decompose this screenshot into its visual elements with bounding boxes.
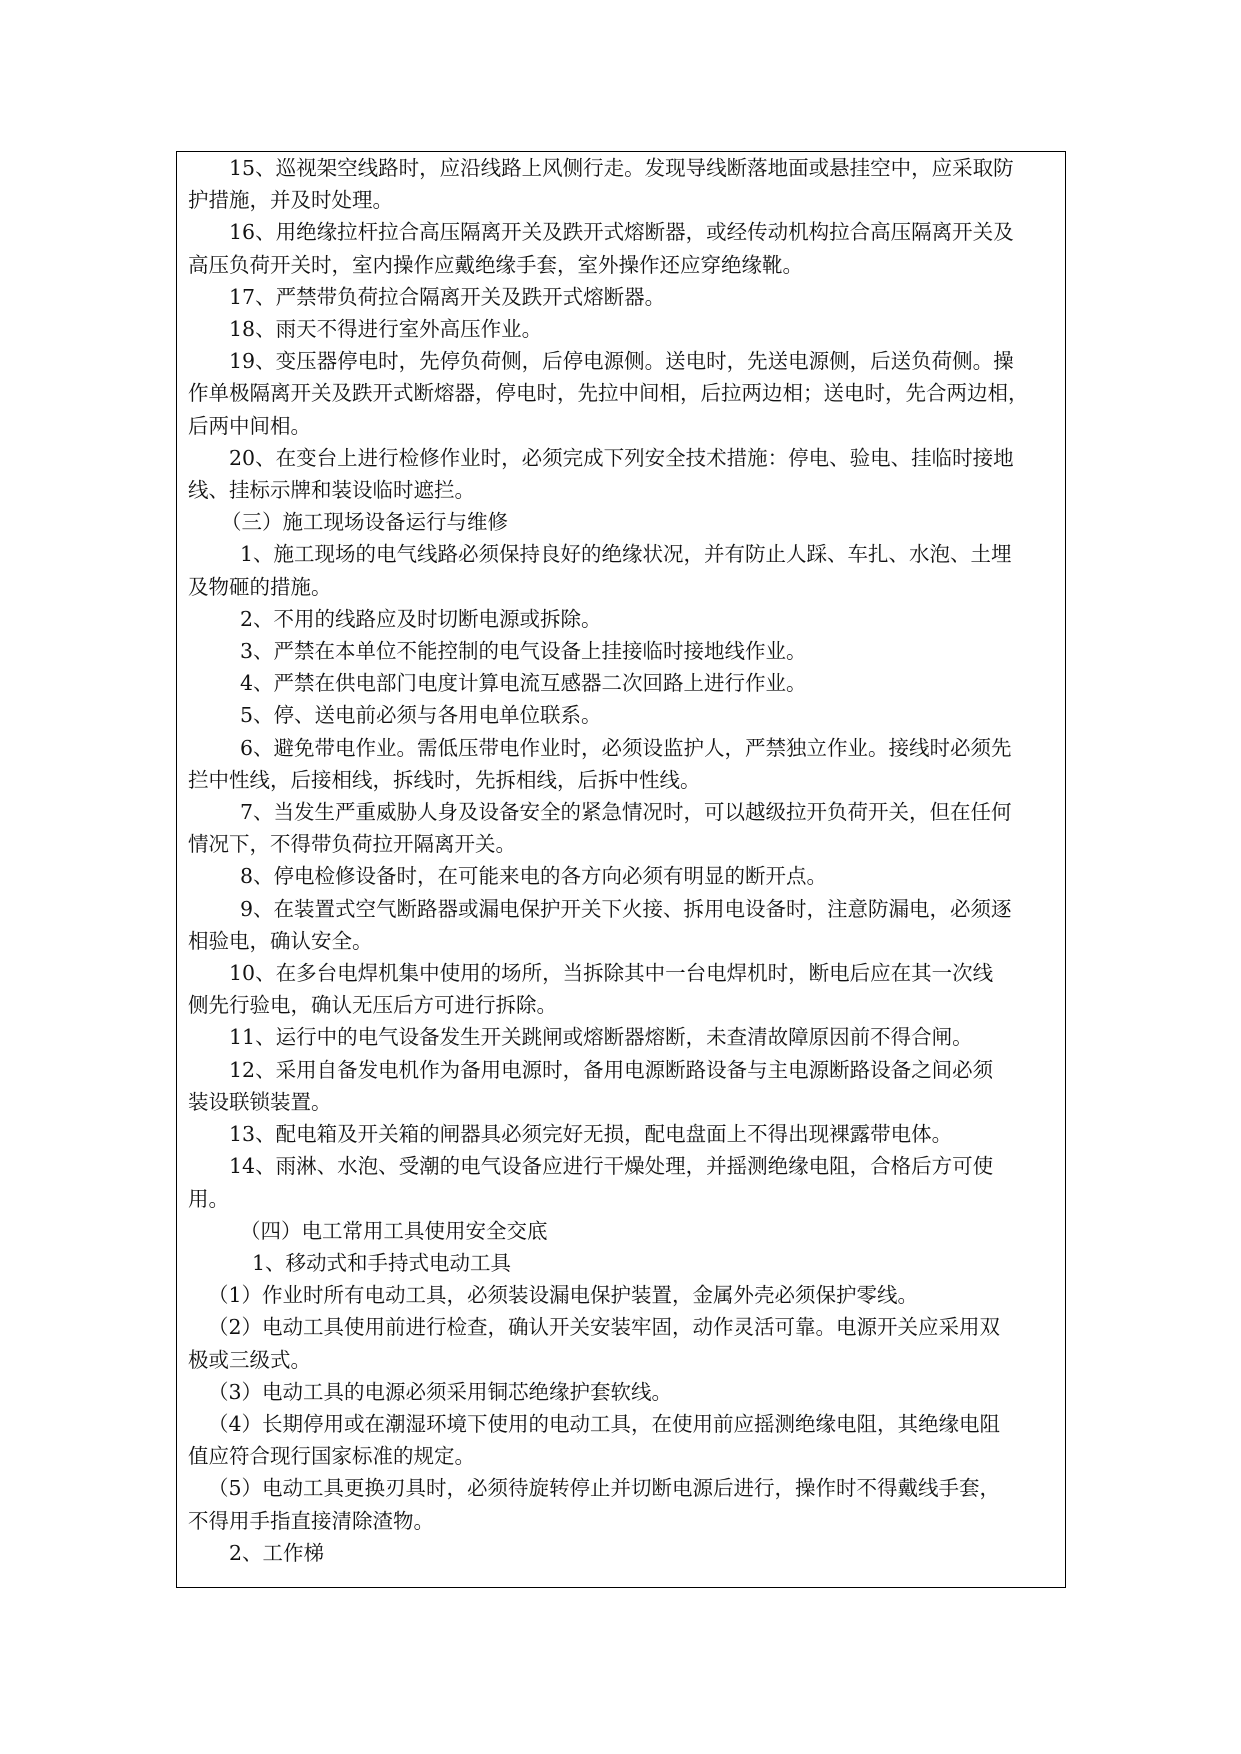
text-line: 17、严禁带负荷拉合隔离开关及跌开式熔断器。	[229, 284, 666, 309]
section-heading: （三）施工现场设备运行与维修	[221, 510, 508, 535]
text-line: 及物砸的措施。	[188, 574, 332, 599]
text-line: 高压负荷开关时，室内操作应戴绝缘手套，室外操作还应穿绝缘靴。	[188, 252, 803, 277]
text-line: 值应符合现行国家标准的规定。	[188, 1444, 475, 1469]
subsection-heading: 2、工作梯	[229, 1540, 325, 1565]
text-line: 4、严禁在供电部门电度计算电流互感器二次回路上进行作业。	[240, 671, 807, 696]
text-line: 16、用绝缘拉杆拉合高压隔离开关及跌开式熔断器，或经传动机构拉合高压隔离开关及	[229, 220, 1014, 245]
text-line: 用。	[188, 1186, 229, 1211]
text-line: （1）作业时所有电动工具，必须装设漏电保护装置，金属外壳必须保护零线。	[208, 1283, 919, 1308]
text-line: 5、停、送电前必须与各用电单位联系。	[240, 703, 602, 728]
text-line: 3、严禁在本单位不能控制的电气设备上挂接临时接地线作业。	[240, 639, 807, 664]
text-line: 13、配电箱及开关箱的闸器具必须完好无损，配电盘面上不得出现裸露带电体。	[229, 1122, 953, 1147]
subsection-heading: 1、移动式和手持式电动工具	[252, 1250, 512, 1275]
text-line: 1、施工现场的电气线路必须保持良好的绝缘状况，并有防止人踩、车扎、水泡、土埋	[240, 542, 1012, 567]
text-line: 作单极隔离开关及跌开式断熔器，停电时，先拉中间相，后拉两边相；送电时，先合两边相，	[188, 381, 1029, 406]
text-line: 8、停电检修设备时，在可能来电的各方向必须有明显的断开点。	[240, 864, 828, 889]
text-line: 后两中间相。	[188, 413, 311, 438]
text-line: 线、挂标示牌和装设临时遮拦。	[188, 478, 475, 503]
text-line: 2、不用的线路应及时切断电源或拆除。	[240, 606, 602, 631]
text-line: 装设联锁装置。	[188, 1089, 332, 1114]
text-line: （4）长期停用或在潮湿环境下使用的电动工具，在使用前应摇测绝缘电阻，其绝缘电阻	[208, 1411, 1001, 1436]
text-line: 10、在多台电焊机集中使用的场所，当拆除其中一台电焊机时，断电后应在其一次线	[229, 961, 994, 986]
text-line: 20、在变台上进行检修作业时，必须完成下列安全技术措施：停电、验电、挂临时接地	[229, 445, 1014, 470]
text-line: 护措施，并及时处理。	[188, 188, 393, 213]
text-line: 15、巡视架空线路时，应沿线路上风侧行走。发现导线断落地面或悬挂空中，应采取防	[229, 156, 1014, 180]
text-line: （2）电动工具使用前进行检查，确认开关安装牢固，动作灵活可靠。电源开关应采用双	[208, 1315, 1001, 1340]
text-line: 7、当发生严重威胁人身及设备安全的紧急情况时，可以越级拉开负荷开关，但在任何	[240, 800, 1012, 825]
text-line: 19、变压器停电时，先停负荷侧，后停电源侧。送电时，先送电源侧，后送负荷侧。操	[229, 349, 1014, 374]
text-line: （3）电动工具的电源必须采用铜芯绝缘护套软线。	[208, 1379, 673, 1404]
text-line: （5）电动工具更换刃具时，必须待旋转停止并切断电源后进行，操作时不得戴线手套，	[208, 1476, 1001, 1501]
text-line: 不得用手指直接清除渣物。	[188, 1508, 434, 1533]
text-line: 9、在装置式空气断路器或漏电保护开关下火接、拆用电设备时，注意防漏电，必须逐	[240, 896, 1012, 921]
section-heading: （四）电工常用工具使用安全交底	[240, 1218, 548, 1243]
text-line: 14、雨淋、水泡、受潮的电气设备应进行干燥处理，并摇测绝缘电阻，合格后方可使	[229, 1154, 994, 1179]
text-line: 极或三级式。	[188, 1347, 311, 1372]
text-line: 12、采用自备发电机作为备用电源时，备用电源断路设备与主电源断路设备之间必须	[229, 1057, 994, 1082]
text-line: 侧先行验电，确认无压后方可进行拆除。	[188, 993, 557, 1018]
text-line: 18、雨天不得进行室外高压作业。	[229, 317, 543, 342]
text-line: 拦中性线，后接相线，拆线时，先拆相线，后拆中性线。	[188, 767, 701, 792]
text-line: 相验电，确认安全。	[188, 928, 373, 953]
text-line: 6、避免带电作业。需低压带电作业时，必须设监护人，严禁独立作业。接线时必须先	[240, 735, 1012, 760]
text-line: 11、运行中的电气设备发生开关跳闸或熔断器熔断，未查清故障原因前不得合闸。	[229, 1025, 973, 1050]
text-line: 情况下，不得带负荷拉开隔离开关。	[188, 832, 516, 857]
document-body	[188, 152, 1068, 1569]
